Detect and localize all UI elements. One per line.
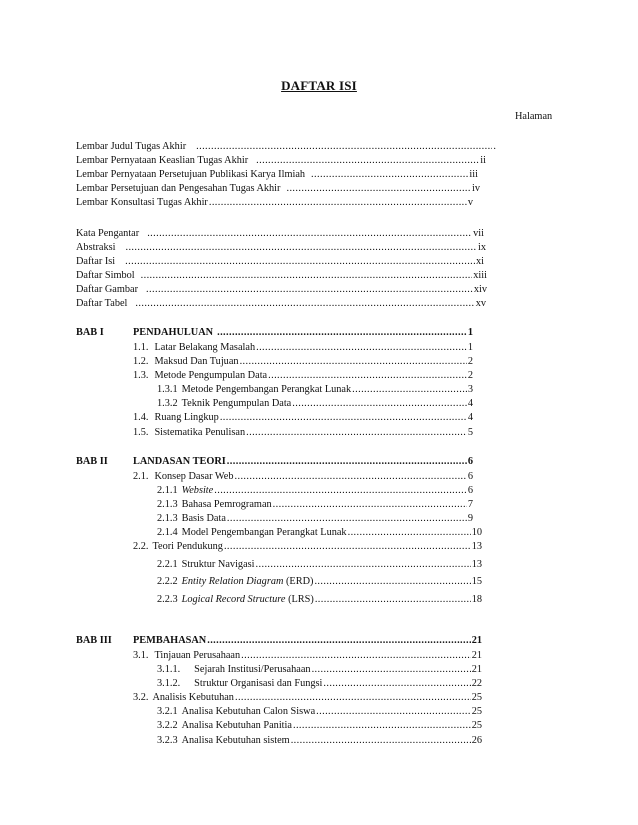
toc-entry-text: Konsep Dasar Web (154, 471, 234, 482)
chapter-title: LANDASAN TEORI (133, 456, 226, 467)
toc-entry-page: vii (473, 228, 484, 239)
toc-entry (157, 734, 482, 747)
toc-entry-page: 26 (471, 735, 482, 746)
toc-entry (157, 705, 482, 718)
toc-entry-number: 2.1.4 (157, 527, 178, 538)
chapter-page: 21 (471, 635, 482, 646)
toc-entry-text: Lembar Pernyataan Persetujuan Publikasi Karya Ilmiah (76, 169, 306, 180)
toc-entry (133, 426, 473, 439)
toc-entry-number: 3.2.3 (157, 735, 178, 746)
toc-entry-page: 4 (467, 412, 473, 423)
toc-entry-text: Sejarah Institusi/Perusahaan (194, 664, 311, 675)
toc-leader (217, 326, 467, 339)
toc-leader (292, 397, 467, 410)
toc-entry-text: Sistematika Penulisan (154, 427, 246, 438)
toc-leader (227, 455, 467, 468)
toc-entry-number: 3.1.1. (157, 664, 181, 675)
toc-entry-page: 25 (471, 720, 482, 731)
toc-entry-text: Basis Data (181, 513, 226, 524)
toc-entry-text: Ruang Lingkup (154, 412, 219, 423)
chapter-label: BAB II (76, 456, 108, 467)
toc-leader (207, 634, 470, 647)
toc-entry (133, 540, 482, 553)
toc-entry (157, 719, 482, 732)
toc-leader (146, 283, 473, 296)
toc-entry (157, 677, 482, 690)
toc-entry (133, 691, 482, 704)
toc-entry (157, 593, 482, 606)
toc-entry-text-italic: Logical Record Structure (181, 594, 286, 605)
toc-entry-text: Tinjauan Perusahaan (154, 650, 241, 661)
toc-entry (133, 341, 473, 354)
toc-entry (76, 154, 486, 167)
toc-entry-page: 5 (467, 427, 473, 438)
toc-entry-text: Struktur Navigasi (181, 559, 255, 570)
toc-entry-number: 1.1. (133, 342, 149, 353)
toc-entry-page: xv (475, 298, 486, 309)
page-title: DAFTAR ISI (281, 78, 357, 93)
toc-leader (240, 355, 467, 368)
toc-entry-suffix: (ERD) (283, 576, 314, 587)
toc-entry-page: 9 (467, 513, 473, 524)
toc-leader (125, 255, 475, 268)
toc-entry-text: Teknik Pengumpulan Data (181, 398, 292, 409)
toc-entry (76, 140, 496, 153)
toc-entry-number: 1.3.1 (157, 384, 178, 395)
toc-entry-text: Analisis Kebutuhan (152, 692, 234, 703)
toc-entry-number: 1.2. (133, 356, 149, 367)
toc-leader (227, 512, 467, 525)
toc-leader (196, 140, 492, 153)
toc-entry-page: 6 (467, 471, 473, 482)
toc-leader (314, 575, 470, 588)
toc-entry-number: 2.1.1 (157, 485, 178, 496)
toc-entry-page: 25 (471, 692, 482, 703)
toc-entry-text: Daftar Tabel (76, 298, 128, 309)
toc-entry (76, 168, 478, 181)
toc-leader (268, 369, 467, 382)
toc-entry-text: Latar Belakang Masalah (154, 342, 256, 353)
toc-entry-number: 1.4. (133, 412, 149, 423)
toc-entry-number: 2.2.3 (157, 594, 178, 605)
toc-entry-page: 4 (467, 398, 473, 409)
toc-entry-page: 25 (471, 706, 482, 717)
toc-entry (76, 241, 486, 254)
toc-entry (157, 512, 473, 525)
toc-entry-text: Lembar Judul Tugas Akhir (76, 141, 187, 152)
toc-leader (241, 649, 471, 662)
toc-entry-number: 2.2.2 (157, 576, 178, 587)
toc-entry-text: Teori Pendukung (152, 541, 223, 552)
toc-entry-number: 3.1. (133, 650, 149, 661)
toc-leader (291, 734, 471, 747)
toc-entry-number: 3.2.2 (157, 720, 178, 731)
toc-entry (76, 227, 484, 240)
toc-entry-page: 18 (471, 594, 482, 605)
toc-entry-text: Analisa Kebutuhan sistem (181, 735, 290, 746)
toc-entry-text: Kata Pengantar (76, 228, 140, 239)
toc-entry-text (182, 484, 214, 497)
toc-entry (76, 255, 484, 268)
toc-entry-number: 2.1.3 (157, 513, 178, 524)
chapter-page: 6 (467, 456, 473, 467)
toc-entry (157, 663, 482, 676)
toc-leader (235, 470, 467, 483)
toc-entry-text: Analisa Kebutuhan Calon Siswa (181, 706, 316, 717)
toc-entry-page: 21 (471, 664, 482, 675)
chapter-page: 1 (467, 327, 473, 338)
toc-entry (157, 397, 473, 410)
toc-entry-number: 2.2.1 (157, 559, 178, 570)
toc-entry (76, 297, 486, 310)
toc-entry-page: 21 (471, 650, 482, 661)
toc-entry-page: 13 (471, 541, 482, 552)
toc-entry-page: 13 (471, 559, 482, 570)
toc-entry-number: 1.5. (133, 427, 149, 438)
toc-entry-page: ix (477, 242, 486, 253)
toc-leader (315, 593, 471, 606)
toc-entry-text: Metode Pengembangan Perangkat Lunak (181, 384, 352, 395)
toc-entry (157, 575, 482, 588)
toc-entry-text: Analisa Kebutuhan Panitia (181, 720, 292, 731)
toc-entry-page: . (493, 141, 496, 152)
toc-leader (352, 383, 467, 396)
toc-entry-text (182, 593, 314, 606)
toc-entry (133, 470, 473, 483)
toc-entry-suffix: (LRS) (285, 594, 314, 605)
toc-entry (76, 196, 473, 209)
toc-leader (286, 182, 471, 195)
toc-entry-number: 2.2. (133, 541, 149, 552)
toc-leader (135, 297, 474, 310)
toc-entry-page: iv (471, 183, 480, 194)
toc-leader (312, 663, 471, 676)
toc-leader (220, 411, 467, 424)
toc-entry-number: 2.1.3 (157, 499, 178, 510)
toc-entry-text: Lembar Persetujuan dan Pengesahan Tugas Akhir (76, 183, 281, 194)
toc-entry (133, 369, 473, 382)
toc-entry-page: 15 (471, 576, 482, 587)
toc-entry-page: 7 (467, 499, 473, 510)
toc-entry (76, 283, 487, 296)
toc-entry (133, 649, 482, 662)
toc-entry-page: 2 (467, 370, 473, 381)
toc-entry-page: 10 (471, 527, 482, 538)
chapter-heading (133, 634, 482, 647)
toc-entry-page: xiii (473, 270, 487, 281)
toc-entry-page: ii (480, 155, 486, 166)
toc-entry (157, 498, 473, 511)
toc-leader (311, 168, 468, 181)
toc-entry-text: Metode Pengumpulan Data (154, 370, 268, 381)
toc-entry (76, 269, 487, 282)
toc-entry-text: Model Pengembangan Perangkat Lunak (181, 527, 347, 538)
toc-entry-page: 1 (467, 342, 473, 353)
toc-entry-page: 2 (467, 356, 473, 367)
toc-entry-number: 2.1. (133, 471, 149, 482)
toc-entry-page: xiv (473, 284, 487, 295)
toc-leader (256, 558, 471, 571)
toc-entry-page: iii (469, 169, 478, 180)
toc-leader (246, 426, 467, 439)
toc-leader (147, 227, 472, 240)
toc-entry-text: Daftar Isi (76, 256, 116, 267)
toc-leader (256, 341, 467, 354)
chapter-label: BAB I (76, 327, 104, 338)
toc-leader (125, 241, 477, 254)
toc-entry-number: 1.3.2 (157, 398, 178, 409)
chapter-label: BAB III (76, 635, 112, 646)
toc-entry-page: 22 (471, 678, 482, 689)
toc-entry-text-italic: Website (181, 485, 214, 496)
toc-entry (157, 558, 482, 571)
toc-leader (209, 196, 467, 209)
toc-leader (214, 484, 467, 497)
toc-entry-text-italic: Entity Relation Diagram (181, 576, 284, 587)
toc-entry (133, 411, 473, 424)
toc-entry-text (182, 575, 314, 588)
toc-entry-page: v (467, 197, 473, 208)
toc-leader (273, 498, 467, 511)
chapter-heading (133, 326, 473, 339)
toc-entry-text: Lembar Pernyataan Keaslian Tugas Akhir (76, 155, 249, 166)
toc-entry-text: Lembar Konsultasi Tugas Akhir (76, 197, 208, 208)
toc-leader (293, 719, 471, 732)
page-column-header: Halaman (515, 111, 553, 122)
toc-entry-number: 3.2. (133, 692, 149, 703)
toc-entry-number: 1.3. (133, 370, 149, 381)
toc-leader (348, 526, 471, 539)
toc-entry (76, 182, 480, 195)
toc-leader (141, 269, 473, 282)
toc-entry-page: 6 (467, 485, 473, 496)
toc-leader (323, 677, 470, 690)
toc-entry-text: Daftar Simbol (76, 270, 135, 281)
chapter-heading (133, 455, 473, 468)
toc-leader (256, 154, 479, 167)
toc-entry (157, 383, 473, 396)
toc-entry (157, 484, 473, 497)
toc-entry-number: 3.2.1 (157, 706, 178, 717)
toc-entry-page: xi (475, 256, 484, 267)
toc-entry-text: Daftar Gambar (76, 284, 139, 295)
toc-entry (133, 355, 473, 368)
toc-entry-page: 3 (467, 384, 473, 395)
toc-entry-text: Maksud Dan Tujuan (154, 356, 239, 367)
chapter-title: PENDAHULUAN (133, 327, 214, 338)
toc-entry-number: 3.1.2. (157, 678, 181, 689)
chapter-title: PEMBAHASAN (133, 635, 207, 646)
toc-leader (235, 691, 471, 704)
toc-entry (157, 526, 482, 539)
toc-entry-text: Bahasa Pemrograman (181, 499, 272, 510)
toc-entry-text: Struktur Organisasi dan Fungsi (194, 678, 323, 689)
toc-entry-text: Abstraksi (76, 242, 116, 253)
toc-leader (224, 540, 471, 553)
toc-leader (316, 705, 471, 718)
